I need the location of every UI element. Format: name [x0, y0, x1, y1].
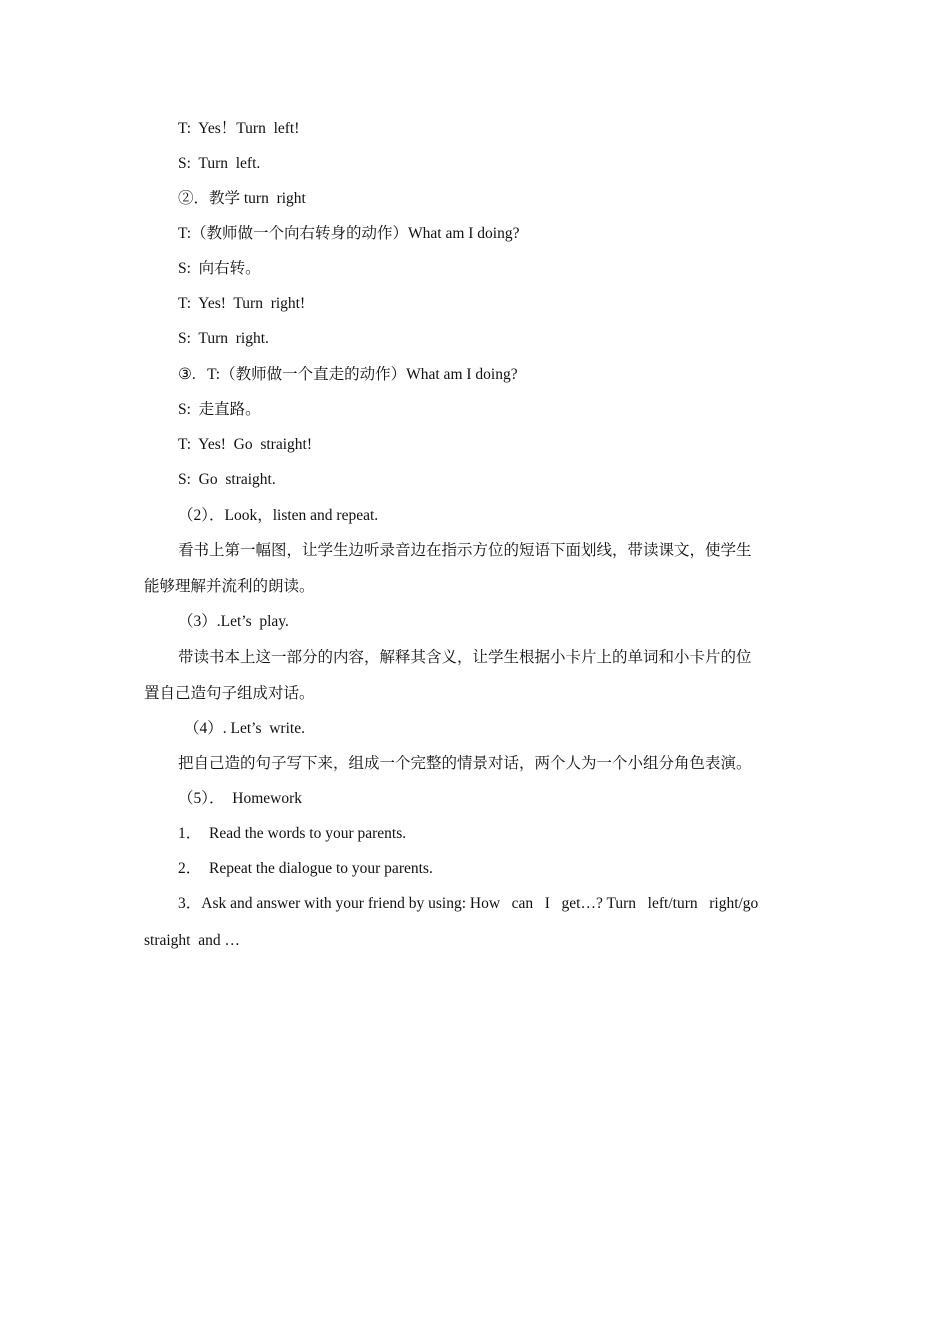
- dialogue-line: S: Turn left.: [178, 155, 261, 172]
- dialogue-line: S: 走直路。: [178, 401, 261, 418]
- homework-item: 3．Ask and answer with your friend by using: How can I get…? Turn left/turn right/go: [178, 895, 759, 912]
- dialogue-line: T: Yes! Go straight!: [178, 436, 312, 453]
- step-heading: ②．教学 turn right: [178, 190, 306, 207]
- paragraph-line: 把自己造的句子写下来，组成一个完整的情景对话，两个人为一个小组分角色表演。: [178, 755, 752, 772]
- section-heading: （2）．Look，listen and repeat.: [178, 507, 379, 524]
- paragraph-line: 看书上第一幅图，让学生边听录音边在指示方位的短语下面划线，带读课文，使学生: [178, 542, 752, 559]
- dialogue-line: T: Yes！Turn left!: [178, 120, 300, 137]
- section-heading: （3）.Let’s play.: [178, 613, 289, 630]
- homework-item-continued: straight and …: [144, 932, 240, 949]
- dialogue-line: S: Turn right.: [178, 330, 269, 347]
- dialogue-line: T:（教师做一个向右转身的动作）What am I doing?: [178, 225, 520, 242]
- paragraph-line: 能够理解并流利的朗读。: [144, 578, 315, 595]
- homework-item: 1． Read the words to your parents.: [178, 825, 407, 842]
- step-heading: ③. T:（教师做一个直走的动作）What am I doing?: [178, 366, 518, 383]
- paragraph-line: 置自己造句子组成对话。: [144, 685, 315, 702]
- dialogue-line: S: Go straight.: [178, 471, 276, 488]
- section-heading: （4）. Let’s write.: [184, 720, 305, 737]
- dialogue-line: S: 向右转。: [178, 260, 261, 277]
- paragraph-line: 带读书本上这一部分的内容，解释其含义，让学生根据小卡片上的单词和小卡片的位: [178, 649, 752, 666]
- dialogue-line: T: Yes! Turn right!: [178, 295, 306, 312]
- homework-item: 2． Repeat the dialogue to your parents.: [178, 860, 433, 877]
- section-heading: （5）． Homework: [178, 790, 302, 807]
